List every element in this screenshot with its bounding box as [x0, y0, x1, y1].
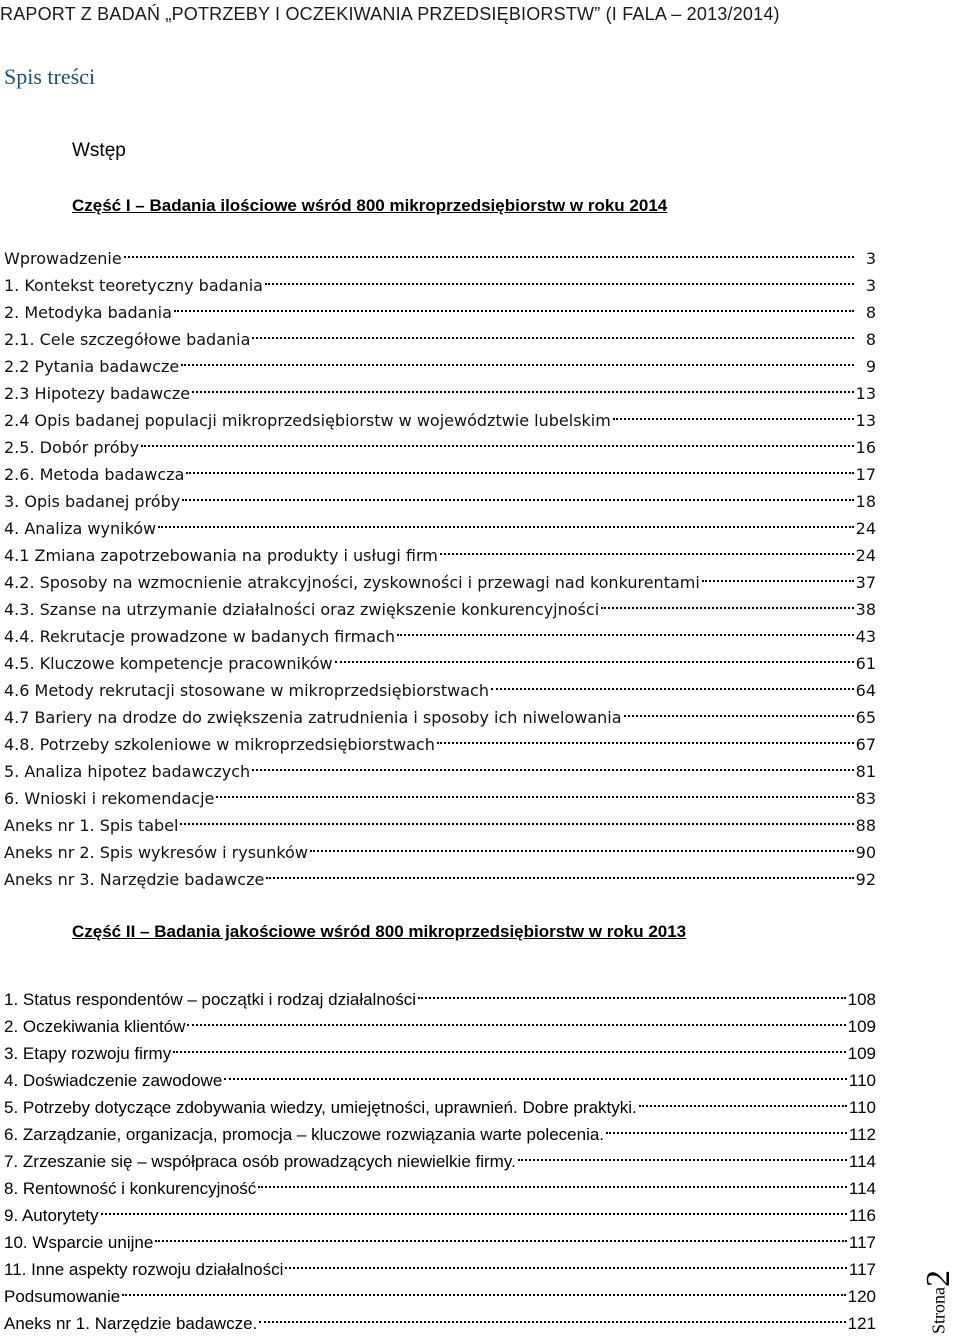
toc-entry-page: 24 — [855, 546, 876, 565]
toc-entry-label: Wprowadzenie — [4, 249, 122, 268]
toc-entry-label: 4. Doświadczenie zawodowe — [4, 1071, 223, 1090]
toc-entry-page: 92 — [855, 870, 876, 889]
toc-entry[interactable] — [4, 1283, 876, 1310]
toc-leader-dots — [216, 796, 853, 798]
toc-entry-page: 83 — [855, 789, 876, 808]
toc-entry-page: 3 — [865, 249, 876, 268]
toc-entry-label: 2.1. Cele szczegółowe badania — [4, 330, 251, 349]
toc-part2-list — [4, 986, 876, 1337]
toc-entry-page: 16 — [855, 438, 876, 457]
toc-entry-label: 1. Status respondentów – początki i rodzaj działalności — [4, 990, 417, 1009]
toc-entry-page: 24 — [855, 519, 876, 538]
toc-leader-dots — [518, 1159, 847, 1161]
toc-leader-dots — [252, 769, 853, 771]
toc-entry-page: 65 — [855, 708, 876, 727]
toc-leader-dots — [186, 472, 853, 474]
toc-entry-label: Podsumowanie — [4, 1287, 121, 1306]
toc-entry[interactable] — [4, 1094, 876, 1121]
toc-entry[interactable] — [4, 704, 876, 731]
toc-leader-dots — [624, 715, 854, 717]
toc-entry-label: Aneks nr 2. Spis wykresów i rysunków — [4, 843, 308, 862]
toc-leader-dots — [491, 688, 854, 690]
toc-leader-dots — [258, 1186, 847, 1188]
toc-entry-label: 6. Zarządzanie, organizacja, promocja – kluczowe rozwiązania warte polecenia. — [4, 1125, 605, 1144]
toc-entry[interactable] — [4, 677, 876, 704]
toc-entry-page: 81 — [855, 762, 876, 781]
toc-entry-label: Aneks nr 3. Narzędzie badawcze — [4, 870, 265, 889]
toc-entry-page: 117 — [848, 1260, 876, 1279]
toc-leader-dots — [310, 850, 854, 852]
toc-intro-link[interactable]: Wstęp — [72, 140, 126, 161]
toc-entry-page: 112 — [848, 1125, 876, 1144]
toc-leader-dots — [122, 1294, 845, 1296]
toc-entry-label: 2.5. Dobór próby — [4, 438, 140, 457]
toc-entry-page: 110 — [848, 1071, 876, 1090]
toc-entry-page: 13 — [855, 411, 876, 430]
toc-entry[interactable] — [4, 353, 876, 380]
toc-entry-label: Aneks nr 1. Spis tabel — [4, 816, 179, 835]
toc-leader-dots — [702, 580, 854, 582]
toc-entry[interactable] — [4, 758, 876, 785]
toc-entry-page: 9 — [865, 357, 876, 376]
toc-entry-label: 3. Opis badanej próby — [4, 492, 181, 511]
toc-entry[interactable] — [4, 785, 876, 812]
toc-entry[interactable] — [4, 1013, 876, 1040]
toc-leader-dots — [440, 553, 854, 555]
toc-entry-page: 43 — [855, 627, 876, 646]
toc-entry-page: 114 — [848, 1152, 876, 1171]
toc-leader-dots — [285, 1267, 846, 1269]
toc-entry-page: 116 — [848, 1206, 876, 1225]
page-number — [920, 1214, 957, 1334]
toc-entry-page: 121 — [847, 1314, 876, 1333]
toc-entry[interactable] — [4, 434, 876, 461]
toc-entry-page: 120 — [847, 1287, 876, 1306]
toc-entry[interactable] — [4, 515, 876, 542]
toc-entry[interactable] — [4, 1040, 876, 1067]
part1-heading[interactable] — [72, 196, 667, 216]
toc-entry[interactable] — [4, 1175, 876, 1202]
toc-entry-label: Aneks nr 1. Narzędzie badawcze. — [4, 1314, 258, 1333]
toc-entry-page: 88 — [855, 816, 876, 835]
toc-title: Spis treści — [4, 64, 96, 89]
toc-entry[interactable] — [4, 866, 876, 893]
toc-entry[interactable] — [4, 542, 876, 569]
toc-leader-dots — [266, 877, 853, 879]
toc-leader-dots — [192, 391, 854, 393]
toc-entry-page: 114 — [848, 1179, 876, 1198]
toc-entry-page: 109 — [847, 1017, 876, 1036]
toc-leader-dots — [141, 445, 854, 447]
toc-leader-dots — [158, 526, 854, 528]
toc-leader-dots — [174, 310, 854, 312]
toc-entry[interactable] — [4, 1256, 876, 1283]
toc-leader-dots — [606, 1132, 847, 1134]
toc-entry[interactable] — [4, 407, 876, 434]
toc-leader-dots — [182, 499, 853, 501]
toc-entry[interactable] — [4, 1229, 876, 1256]
toc-entry-page: 8 — [865, 330, 876, 349]
toc-entry-page: 110 — [848, 1098, 876, 1117]
toc-entry[interactable] — [4, 461, 876, 488]
toc-entry[interactable] — [4, 488, 876, 515]
toc-leader-dots — [155, 1240, 847, 1242]
toc-leader-dots — [173, 1051, 845, 1053]
toc-leader-dots — [397, 634, 854, 636]
toc-entry-label: 1. Kontekst teoretyczny badania — [4, 276, 263, 295]
toc-entry-page: 3 — [865, 276, 876, 295]
part1-heading-text: Część I – Badania ilościowe wśród 800 mikroprzedsiębiorstw w roku 2014 — [72, 196, 668, 215]
toc-entry[interactable] — [4, 812, 876, 839]
toc-entry[interactable] — [4, 1067, 876, 1094]
toc-entry[interactable] — [4, 731, 876, 758]
toc-entry[interactable] — [4, 245, 876, 272]
toc-entry[interactable] — [4, 299, 876, 326]
toc-entry-label: 2.3 Hipotezy badawcze — [4, 384, 191, 403]
toc-leader-dots — [181, 364, 854, 366]
toc-entry[interactable] — [4, 623, 876, 650]
toc-entry-label: 2.6. Metoda badawcza — [4, 465, 185, 484]
toc-entry-page: 18 — [855, 492, 876, 511]
toc-entry[interactable] — [4, 839, 876, 866]
toc-entry-page: 109 — [847, 1044, 876, 1063]
toc-entry-label: 5. Analiza hipotez badawczych — [4, 762, 251, 781]
toc-entry-page: 108 — [847, 990, 876, 1009]
toc-leader-dots — [639, 1105, 847, 1107]
toc-entry[interactable] — [4, 569, 876, 596]
page-number-value: 2 — [920, 1270, 957, 1287]
toc-leader-dots — [335, 661, 854, 663]
toc-leader-dots — [187, 1024, 845, 1026]
toc-entry-label: 4.8. Potrzeby szkoleniowe w mikroprzedsiębiorstwach — [4, 735, 435, 754]
toc-leader-dots — [418, 997, 846, 999]
toc-entry-label: 4.4. Rekrutacje prowadzone w badanych firmach — [4, 627, 395, 646]
toc-entry-page: 8 — [865, 303, 876, 322]
toc-entry-label: 10. Wsparcie unijne — [4, 1233, 154, 1252]
toc-entry-label: 4.3. Szanse na utrzymanie działalności oraz zwiększenie konkurencyjności — [4, 600, 600, 619]
part2-heading-text: Część II – Badania jakościowe wśród 800 mikroprzedsiębiorstw w roku 2013 — [72, 922, 687, 941]
toc-entry[interactable] — [4, 650, 876, 677]
toc-entry[interactable] — [4, 596, 876, 623]
toc-entry-label: 6. Wnioski i rekomendacje — [4, 789, 215, 808]
toc-entry-label: 4.2. Sposoby na wzmocnienie atrakcyjności, zyskowności i przewagi nad konkurentami — [4, 573, 700, 592]
toc-entry-page: 61 — [855, 654, 876, 673]
toc-entry-page: 67 — [855, 735, 876, 754]
toc-entry[interactable] — [4, 272, 876, 299]
toc-entry-page: 117 — [848, 1233, 876, 1252]
toc-entry-page: 90 — [855, 843, 876, 862]
page-word: Strona — [928, 1287, 949, 1334]
toc-entry[interactable] — [4, 1202, 876, 1229]
toc-entry[interactable] — [4, 380, 876, 407]
toc-entry-label: 2.4 Opis badanej populacji mikroprzedsiębiorstw w województwie lubelskim — [4, 411, 611, 430]
toc-leader-dots — [601, 607, 854, 609]
toc-leader-dots — [124, 256, 854, 258]
toc-leader-dots — [613, 418, 854, 420]
toc-entry-label: 2. Oczekiwania klientów — [4, 1017, 186, 1036]
report-header: RAPORT Z BADAŃ „POTRZEBY I OCZEKIWANIA PRZEDSIĘBIORSTW” (I FALA – 2013/2014) — [0, 4, 780, 24]
toc-entry-page: 17 — [855, 465, 876, 484]
toc-leader-dots — [437, 742, 854, 744]
part2-heading[interactable] — [72, 922, 686, 942]
toc-entry-label: 9. Autorytety — [4, 1206, 99, 1225]
toc-entry-label: 2.2 Pytania badawcze — [4, 357, 180, 376]
toc-part1-list — [4, 245, 876, 893]
toc-entry-label: 5. Potrzeby dotyczące zdobywania wiedzy, umiejętności, uprawnień. Dobre praktyki. — [4, 1098, 637, 1117]
toc-entry-label: 4.1 Zmiana zapotrzebowania na produkty i usługi firm — [4, 546, 438, 565]
toc-leader-dots — [224, 1078, 847, 1080]
toc-entry-label: 4. Analiza wyników — [4, 519, 157, 538]
toc-leader-dots — [252, 337, 854, 339]
toc-leader-dots — [259, 1321, 845, 1323]
toc-entry[interactable] — [4, 326, 876, 353]
toc-entry-page: 64 — [855, 681, 876, 700]
toc-leader-dots — [180, 823, 853, 825]
toc-entry-label: 11. Inne aspekty rozwoju działalności — [4, 1260, 284, 1279]
toc-entry-label: 4.6 Metody rekrutacji stosowane w mikroprzedsiębiorstwach — [4, 681, 489, 700]
toc-entry-label: 8. Rentowność i konkurencyjność — [4, 1179, 257, 1198]
toc-entry[interactable] — [4, 1148, 876, 1175]
toc-entry-page: 37 — [855, 573, 876, 592]
toc-entry[interactable] — [4, 986, 876, 1013]
toc-entry[interactable] — [4, 1121, 876, 1148]
toc-entry-label: 4.5. Kluczowe kompetencje pracowników — [4, 654, 333, 673]
toc-entry-label: 4.7 Bariery na drodze do zwiększenia zatrudnienia i sposoby ich niwelowania — [4, 708, 622, 727]
toc-entry-page: 38 — [855, 600, 876, 619]
toc-leader-dots — [265, 283, 854, 285]
toc-entry-label: 7. Zrzeszanie się – współpraca osób prowadzących niewielkie firmy. — [4, 1152, 516, 1171]
toc-entry-page: 13 — [855, 384, 876, 403]
toc-entry-label: 3. Etapy rozwoju firmy — [4, 1044, 172, 1063]
toc-entry[interactable] — [4, 1310, 876, 1337]
toc-leader-dots — [101, 1213, 847, 1215]
toc-entry-label: 2. Metodyka badania — [4, 303, 172, 322]
